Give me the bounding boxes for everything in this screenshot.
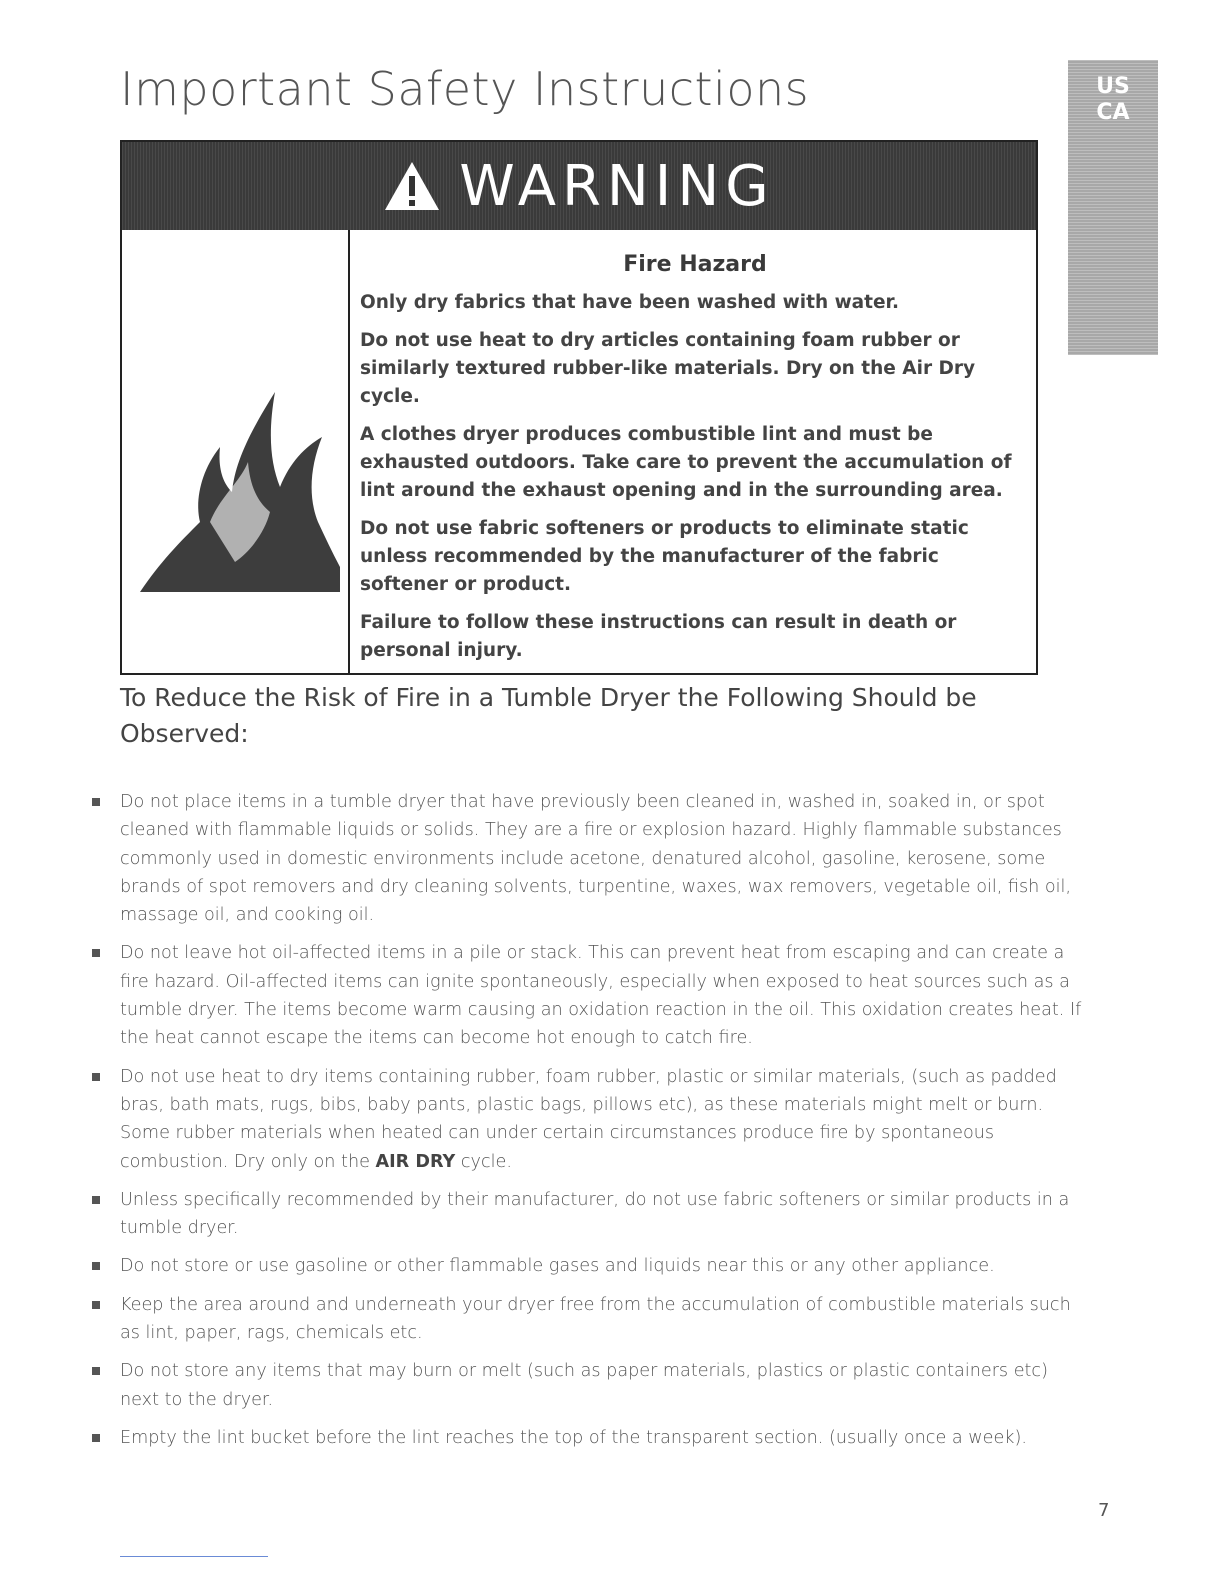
list-item (92, 1063, 1082, 1176)
list-item-text (120, 1063, 1082, 1176)
region-tab-us: US (1096, 74, 1130, 99)
air-dry-emphasis: AIR DRY (375, 1151, 456, 1172)
region-tab-ca: CA (1096, 100, 1130, 125)
warning-text (360, 252, 1030, 675)
warning-paragraph: Failure to follow these instructions can result in death or personal injury. (360, 612, 957, 661)
list-item (92, 1424, 1082, 1452)
list-item-text-tail: cycle. (455, 1151, 512, 1172)
warning-paragraph: Only dry fabrics that have been washed with water. (360, 292, 900, 313)
list-item-text: Do not store any items that may burn or melt (such as paper materials, plastics or plastic containers etc) next to the dryer. (120, 1361, 1048, 1410)
list-item-text: Do not place items in a tumble dryer that have previously been cleaned in, washed in, soaked in, or spot cleaned with flammable liquids or solids. They are a fire or explosion hazard. Highly flammable substances commonly used in domestic environments include acetone, denatured alcohol, gasoline, kerosene, some brands of spot removers and dry cleaning solvents, turpentine, waxes, wax removers, vegetable oil, fish oil, massage oil, and cooking oil. (120, 792, 1072, 926)
footer-rule (120, 1556, 268, 1557)
list-item (92, 939, 1082, 1052)
bullet-marker (92, 949, 100, 957)
list-item (92, 1186, 1082, 1243)
list-item-text: Empty the lint bucket before the lint reaches the top of the transparent section. (usually once a week). (120, 1427, 1027, 1448)
bullet-marker (92, 1196, 100, 1204)
bullet-marker (92, 1301, 100, 1309)
bullet-list (92, 788, 1082, 1462)
list-item-text: Do not store or use gasoline or other flammable gases and liquids near this or any other appliance. (120, 1256, 995, 1277)
fire-hazard-heading: Fire Hazard (623, 252, 767, 277)
list-item-text: Do not leave hot oil-affected items in a pile or stack. This can prevent heat from escaping and can create a fire hazard. Oil-affected items can ignite spontaneously, especially when exposed to heat sources such as a tumble dryer. The items become warm causing an oxidation reaction in the oil. This oxidation creates heat. If the heat cannot escape the items can become hot enough to catch fire. (120, 943, 1082, 1049)
list-item (92, 1291, 1082, 1348)
warning-word: WARNING (459, 153, 775, 219)
bullet-marker (92, 1073, 100, 1081)
list-item-text: Unless specifically recommended by their manufacturer, do not use fabric softeners or similar products in a tumble dryer. (120, 1189, 1070, 1239)
bullet-marker (92, 1434, 100, 1442)
list-item (92, 1252, 1082, 1280)
section-heading: To Reduce the Risk of Fire in a Tumble Dryer the Following Should be Observed: (120, 683, 977, 748)
warning-box (120, 140, 1038, 675)
list-item-text: Keep the area around and underneath your dryer free from the accumulation of combustible materials such as lint, paper, rags, chemicals etc. (120, 1294, 1071, 1344)
warning-triangle-icon (383, 160, 441, 212)
region-tab (1068, 60, 1158, 355)
list-item (92, 1357, 1082, 1414)
page-title: Important Safety Instructions (120, 62, 810, 116)
bullet-marker (92, 798, 100, 806)
list-item-text-main: Do not use heat to dry items containing rubber, foam rubber, plastic or similar materials, (such as padded bras, bath mats, rugs, bibs, baby pants, plastic bags, pillows etc), as these materials might melt or burn. Some rubber materials when heated can under certain circumstances produce fire by spontaneous combustion. Dry only on the (120, 1066, 1057, 1172)
warning-paragraph: A clothes dryer produces combustible lint and must be exhausted outdoors. Take care to prevent the accumulation of lint around the exhaust opening and in the surrounding area. (360, 424, 1012, 501)
page-number: 7 (1098, 1500, 1110, 1521)
warning-header (122, 142, 1036, 230)
bullet-marker (92, 1367, 100, 1375)
list-item (92, 788, 1082, 929)
warning-divider (348, 230, 350, 675)
warning-paragraph: Do not use fabric softeners or products to eliminate static unless recommended by the manufacturer of the fabric softener or product. (360, 518, 969, 595)
fire-hazard-icon (140, 392, 340, 592)
bullet-marker (92, 1262, 100, 1270)
warning-paragraph: Do not use heat to dry articles containing foam rubber or similarly textured rubber-like materials. Dry on the Air Dry cycle. (360, 330, 976, 407)
